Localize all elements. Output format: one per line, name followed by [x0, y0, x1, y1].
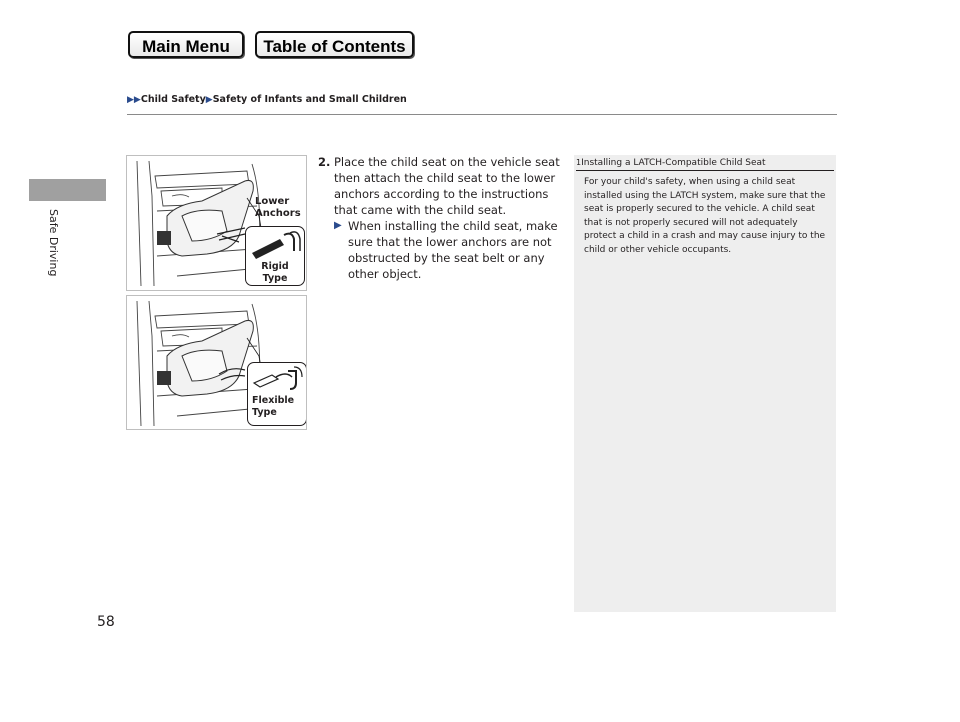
- flexible-type-illustration: [126, 295, 307, 430]
- note-title-text: Installing a LATCH-Compatible Child Seat: [581, 158, 766, 168]
- step-2: [318, 154, 563, 282]
- step-text: Place the child seat on the vehicle seat then attach the child seat to the lower anchors according to the instructions that came with the child seat.: [334, 155, 560, 217]
- rigid-type-illustration: [126, 155, 307, 291]
- step-number: 2.: [318, 155, 331, 169]
- chapter-tab: [29, 179, 106, 201]
- page-number: 58: [97, 614, 115, 630]
- rigid-connector-callout: [245, 226, 305, 286]
- breadcrumb-separator-icon: ▶: [205, 95, 213, 105]
- header-divider: [127, 114, 837, 115]
- note-panel: [574, 155, 836, 612]
- chapter-label: Safe Driving: [47, 209, 60, 277]
- flexible-connector-icon: [248, 363, 306, 395]
- flexible-connector-callout: [247, 362, 307, 426]
- main-menu-button[interactable]: Main Menu: [128, 31, 244, 58]
- breadcrumb-section-link[interactable]: Child Safety: [140, 94, 206, 105]
- breadcrumb: [127, 94, 407, 105]
- rigid-type-label: Rigid Type: [261, 261, 289, 284]
- breadcrumb-page: Safety of Infants and Small Children: [212, 94, 407, 105]
- substep-arrow-icon: ▶: [334, 220, 342, 231]
- note-body: For your child's safety, when using a child seat installed using the LATCH system, make sure that the seat is properly secured to the vehicle. A child seat that is not properly secured will not adequately protect a child in a crash and may cause injury to the child or other vehicle occupants.: [584, 177, 826, 255]
- substep-text: When installing the child seat, make sure that the lower anchors are not obstructed by the seat belt or any other object.: [348, 219, 558, 281]
- step-substep: [318, 218, 563, 282]
- table-of-contents-button[interactable]: Table of Contents: [255, 31, 414, 58]
- breadcrumb-arrow-icon: ▶▶: [127, 95, 141, 105]
- lower-anchors-label: Lower Anchors: [255, 196, 301, 219]
- note-title[interactable]: [576, 158, 834, 171]
- flexible-type-label: Flexible Type: [252, 395, 295, 418]
- note-number: 1: [576, 158, 582, 167]
